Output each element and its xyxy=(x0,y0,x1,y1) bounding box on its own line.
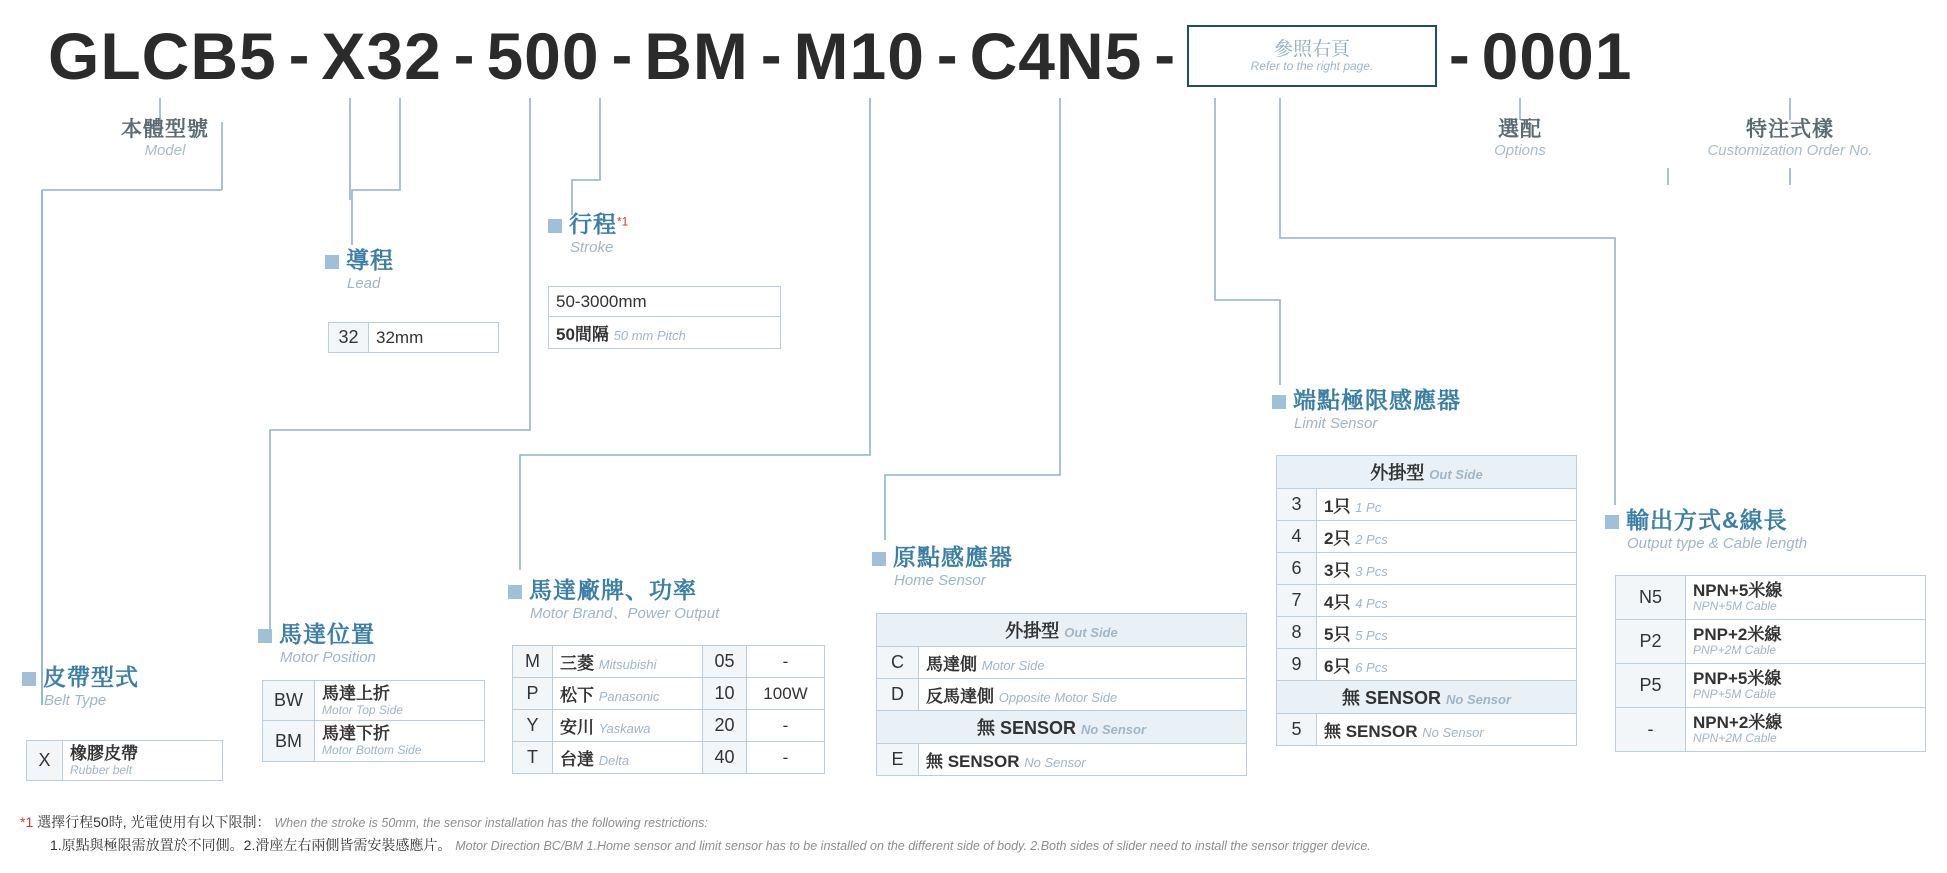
motor-position-en: Motor Top Side xyxy=(322,702,403,717)
footnote-mark: *1 xyxy=(20,814,34,830)
table-row xyxy=(263,721,485,761)
home-sensor-key: C xyxy=(877,647,919,679)
code-dash: - xyxy=(760,21,782,90)
motor-brand-key: M xyxy=(513,646,553,678)
limit-sensor-value xyxy=(1317,553,1577,585)
code-dash: - xyxy=(288,21,310,90)
limit-sensor-header xyxy=(1277,456,1577,489)
table-row xyxy=(1616,576,1926,620)
home-sensor-en: Motor Side xyxy=(981,658,1045,673)
output-cable-value xyxy=(1686,708,1926,752)
table-row xyxy=(1277,714,1577,746)
code-dash: - xyxy=(453,21,475,90)
label-home-sensor-cn: 原點感應器 xyxy=(893,544,1013,570)
home-sensor-en: No Sensor xyxy=(1024,755,1086,770)
lead-value: 32mm xyxy=(369,323,499,353)
limit-sensor-value xyxy=(1317,649,1577,681)
home-sensor-header-en: Out Side xyxy=(1064,625,1118,640)
table-row xyxy=(513,678,825,710)
bullet-square-icon xyxy=(22,672,36,686)
motor-brand-name xyxy=(553,646,703,678)
limit-sensor-key: 7 xyxy=(1277,585,1317,617)
home-sensor-key: D xyxy=(877,679,919,711)
limit-sensor-header-cn: 外掛型 xyxy=(1370,463,1425,483)
label-options-cn: 選配 xyxy=(1498,118,1542,141)
limit-sensor-value xyxy=(1317,617,1577,649)
code-option-box-en: Refer to the right page. xyxy=(1250,58,1374,73)
home-sensor-header xyxy=(877,614,1247,647)
limit-sensor-en: 3 Pcs xyxy=(1355,564,1388,579)
limit-sensor-en: 1 Pc xyxy=(1355,500,1382,515)
motor-position-key: BM xyxy=(263,721,315,761)
label-home-sensor-en: Home Sensor xyxy=(894,572,986,590)
stroke-pitch-en: 50 mm Pitch xyxy=(613,328,686,343)
table-row xyxy=(513,646,825,678)
output-cable-cn: PNP+2米線 xyxy=(1693,624,1782,644)
table-row xyxy=(877,614,1247,647)
output-cable-en: PNP+5M Cable xyxy=(1693,687,1777,702)
home-sensor-header-cn: 外掛型 xyxy=(1005,621,1060,641)
limit-sensor-header-en: Out Side xyxy=(1429,467,1483,482)
motor-brand-en: Mitsubishi xyxy=(598,657,657,672)
limit-sensor-cn: 4只 xyxy=(1324,593,1351,612)
motor-brand-key: Y xyxy=(513,710,553,742)
output-cable-value xyxy=(1686,664,1926,708)
motor-power-value: - xyxy=(747,710,825,742)
bullet-square-icon xyxy=(325,255,339,269)
table-row xyxy=(549,317,781,349)
limit-sensor-nosensor-en: No Sensor xyxy=(1446,692,1512,707)
label-stroke xyxy=(548,212,628,257)
output-cable-cn: NPN+5米線 xyxy=(1693,580,1783,600)
output-cable-en: NPN+2M Cable xyxy=(1693,731,1777,746)
bullet-square-icon xyxy=(872,552,886,566)
motor-position-key: BW xyxy=(263,681,315,721)
limit-sensor-cn: 1只 xyxy=(1324,497,1351,516)
home-sensor-cn: 無 SENSOR xyxy=(926,752,1020,771)
code-dash: - xyxy=(936,21,958,90)
output-cable-cn: PNP+5米線 xyxy=(1693,668,1782,688)
motor-power-key: 40 xyxy=(703,742,747,774)
limit-sensor-key: 9 xyxy=(1277,649,1317,681)
code-segment-model: GLCB5 xyxy=(48,19,277,93)
output-cable-key: - xyxy=(1616,708,1686,752)
home-sensor-value xyxy=(919,679,1247,711)
limit-sensor-key: 6 xyxy=(1277,553,1317,585)
home-sensor-nosensor-cn: 無 SENSOR xyxy=(976,718,1076,738)
home-sensor-key: E xyxy=(877,744,919,776)
motor-brand-name xyxy=(553,678,703,710)
table-row xyxy=(1616,708,1926,752)
limit-sensor-en: 2 Pcs xyxy=(1355,532,1388,547)
footnote-line-1-en: When the stroke is 50mm, the sensor installation has the following restrictions: xyxy=(274,816,708,830)
motor-brand-key: T xyxy=(513,742,553,774)
code-segment-custom: 0001 xyxy=(1481,19,1633,93)
limit-sensor-en: 4 Pcs xyxy=(1355,596,1388,611)
limit-sensor-nosensor-header xyxy=(1277,681,1577,714)
label-customization xyxy=(1645,118,1935,159)
label-model-cn: 本體型號 xyxy=(121,118,209,141)
motor-brand-key: P xyxy=(513,678,553,710)
home-sensor-en: Opposite Motor Side xyxy=(998,690,1118,705)
output-cable-key: P2 xyxy=(1616,620,1686,664)
motor-power-key: 05 xyxy=(703,646,747,678)
limit-sensor-cn: 6只 xyxy=(1324,657,1351,676)
motor-position-value xyxy=(315,681,485,721)
limit-sensor-value xyxy=(1317,585,1577,617)
label-lead-cn: 導程 xyxy=(346,247,394,273)
motor-power-value: 100W xyxy=(747,678,825,710)
limit-sensor-key: 8 xyxy=(1277,617,1317,649)
label-home-sensor xyxy=(872,545,1013,590)
bullet-square-icon xyxy=(258,629,272,643)
label-belt-type-en: Belt Type xyxy=(44,692,107,710)
code-segment-motor-position: BM xyxy=(644,19,749,93)
motor-power-key: 20 xyxy=(703,710,747,742)
table-lead xyxy=(328,322,499,353)
limit-sensor-key: 5 xyxy=(1277,714,1317,746)
output-cable-value xyxy=(1686,576,1926,620)
motor-brand-name xyxy=(553,710,703,742)
table-motor-brand xyxy=(512,645,825,774)
home-sensor-value xyxy=(919,744,1247,776)
label-motor-brand-en: Motor Brand、Power Output xyxy=(530,605,720,623)
motor-brand-name xyxy=(553,742,703,774)
output-cable-en: NPN+5M Cable xyxy=(1693,599,1777,614)
table-row xyxy=(877,711,1247,744)
limit-sensor-value xyxy=(1317,521,1577,553)
table-row xyxy=(1277,521,1577,553)
limit-sensor-key: 3 xyxy=(1277,489,1317,521)
label-model-en: Model xyxy=(144,142,186,160)
home-sensor-nosensor-header xyxy=(877,711,1247,744)
label-customization-cn: 特注式樣 xyxy=(1746,118,1834,141)
label-lead xyxy=(325,248,394,293)
table-row xyxy=(513,710,825,742)
table-row xyxy=(1277,617,1577,649)
limit-sensor-key: 4 xyxy=(1277,521,1317,553)
code-dash: - xyxy=(1154,21,1175,90)
label-options xyxy=(1450,118,1590,159)
code-segment-motor-brand: M10 xyxy=(793,19,925,93)
table-row xyxy=(1277,585,1577,617)
table-limit-sensor xyxy=(1276,455,1577,746)
label-belt-type-cn: 皮帶型式 xyxy=(43,664,139,690)
footnote-line-1-cn: 選擇行程50時, 光電使用有以下限制： xyxy=(37,814,271,830)
output-cable-key: N5 xyxy=(1616,576,1686,620)
limit-sensor-value xyxy=(1317,714,1577,746)
motor-brand-en: Delta xyxy=(598,753,630,768)
lead-key: 32 xyxy=(329,323,369,353)
code-dash: - xyxy=(1448,21,1470,90)
code-option-box xyxy=(1187,25,1437,87)
home-sensor-nosensor-en: No Sensor xyxy=(1081,722,1147,737)
label-lead-en: Lead xyxy=(347,275,381,293)
label-output-cable xyxy=(1605,508,1807,553)
table-row xyxy=(1616,620,1926,664)
label-model xyxy=(95,118,235,159)
motor-power-value: - xyxy=(747,646,825,678)
table-row xyxy=(329,323,499,353)
table-stroke xyxy=(548,286,781,349)
table-row xyxy=(877,744,1247,776)
label-output-cable-en: Output type & Cable length xyxy=(1627,535,1808,553)
table-home-sensor xyxy=(876,613,1247,776)
output-cable-key: P5 xyxy=(1616,664,1686,708)
stroke-pitch xyxy=(549,317,781,349)
code-option-box-cn: 參照右頁 xyxy=(1273,38,1350,60)
label-motor-brand-cn: 馬達廠牌、功率 xyxy=(529,577,697,603)
table-row xyxy=(1277,456,1577,489)
table-row xyxy=(549,287,781,317)
motor-brand-en: Panasonic xyxy=(598,689,660,704)
limit-sensor-cn: 無 SENSOR xyxy=(1324,722,1418,741)
stroke-range: 50-3000mm xyxy=(549,287,781,317)
label-motor-position-en: Motor Position xyxy=(280,649,376,667)
home-sensor-cn: 反馬達側 xyxy=(926,687,994,706)
limit-sensor-cn: 3只 xyxy=(1324,561,1351,580)
motor-power-key: 10 xyxy=(703,678,747,710)
table-row xyxy=(1616,664,1926,708)
table-row xyxy=(1277,489,1577,521)
bullet-square-icon xyxy=(1272,395,1286,409)
table-row xyxy=(877,647,1247,679)
label-belt-type xyxy=(22,665,139,710)
motor-brand-cn: 台達 xyxy=(560,750,594,769)
table-row xyxy=(1277,553,1577,585)
motor-brand-cn: 松下 xyxy=(560,686,594,705)
table-row xyxy=(877,679,1247,711)
part-number-code xyxy=(48,10,1908,102)
limit-sensor-cn: 5只 xyxy=(1324,625,1351,644)
bullet-square-icon xyxy=(508,585,522,599)
table-belt-type xyxy=(26,740,223,781)
label-stroke-note: *1 xyxy=(617,214,629,229)
table-row xyxy=(27,741,223,781)
footnote-line-2 xyxy=(20,835,1920,856)
output-cable-en: PNP+2M Cable xyxy=(1693,643,1777,658)
motor-power-value: - xyxy=(747,742,825,774)
label-limit-sensor-en: Limit Sensor xyxy=(1294,415,1378,433)
label-motor-position-cn: 馬達位置 xyxy=(279,621,375,647)
code-segment-belt-lead: X32 xyxy=(321,19,442,93)
label-limit-sensor xyxy=(1272,388,1461,433)
table-row xyxy=(1277,649,1577,681)
belt-type-key: X xyxy=(27,741,63,781)
footnote xyxy=(20,812,1920,856)
label-motor-position xyxy=(258,622,376,667)
motor-brand-cn: 三菱 xyxy=(560,654,594,673)
footnote-line-2-cn: 1.原點與極限需放置於不同側。2.滑座左右兩側皆需安裝感應片。 xyxy=(50,837,452,853)
home-sensor-cn: 馬達側 xyxy=(926,655,977,674)
footnote-line-2-en: Motor Direction BC/BM 1.Home sensor and limit sensor has to be installed on the different side of body. 2.Both sides of slider need to install the sensor trigger device. xyxy=(455,839,1371,853)
code-segment-stroke: 500 xyxy=(486,19,600,93)
limit-sensor-value xyxy=(1317,489,1577,521)
belt-type-en: Rubber belt xyxy=(70,762,133,777)
belt-type-value xyxy=(63,741,223,781)
label-output-cable-cn: 輸出方式&線長 xyxy=(1626,507,1788,533)
motor-position-cn: 馬達上折 xyxy=(322,684,390,703)
label-motor-brand xyxy=(508,578,719,623)
table-row xyxy=(513,742,825,774)
motor-position-value xyxy=(315,721,485,761)
bullet-square-icon xyxy=(1605,515,1619,529)
label-stroke-en: Stroke xyxy=(570,239,614,257)
stroke-pitch-cn: 50間隔 xyxy=(556,325,609,344)
output-cable-cn: NPN+2米線 xyxy=(1693,712,1783,732)
table-output-cable xyxy=(1615,575,1926,752)
code-segment-sensor: C4N5 xyxy=(969,19,1143,93)
label-stroke-cn: 行程 xyxy=(569,211,617,237)
motor-brand-en: Yaskawa xyxy=(598,721,651,736)
table-row xyxy=(263,681,485,721)
limit-sensor-en: 6 Pcs xyxy=(1355,660,1388,675)
label-options-en: Options xyxy=(1494,142,1546,160)
label-limit-sensor-cn: 端點極限感應器 xyxy=(1293,387,1461,413)
table-row xyxy=(1277,681,1577,714)
belt-type-cn: 橡膠皮帶 xyxy=(70,744,138,763)
limit-sensor-en: 5 Pcs xyxy=(1355,628,1388,643)
bullet-square-icon xyxy=(548,219,562,233)
label-customization-en: Customization Order No. xyxy=(1707,142,1873,160)
code-dash: - xyxy=(611,21,633,90)
limit-sensor-cn: 2只 xyxy=(1324,529,1351,548)
output-cable-value xyxy=(1686,620,1926,664)
footnote-line-1 xyxy=(20,812,1920,833)
limit-sensor-nosensor-cn: 無 SENSOR xyxy=(1341,688,1441,708)
motor-brand-cn: 安川 xyxy=(560,718,594,737)
table-motor-position xyxy=(262,680,485,762)
motor-position-cn: 馬達下折 xyxy=(322,724,390,744)
motor-position-en: Motor Bottom Side xyxy=(322,742,422,757)
limit-sensor-en: No Sensor xyxy=(1422,725,1484,740)
home-sensor-value xyxy=(919,647,1247,679)
